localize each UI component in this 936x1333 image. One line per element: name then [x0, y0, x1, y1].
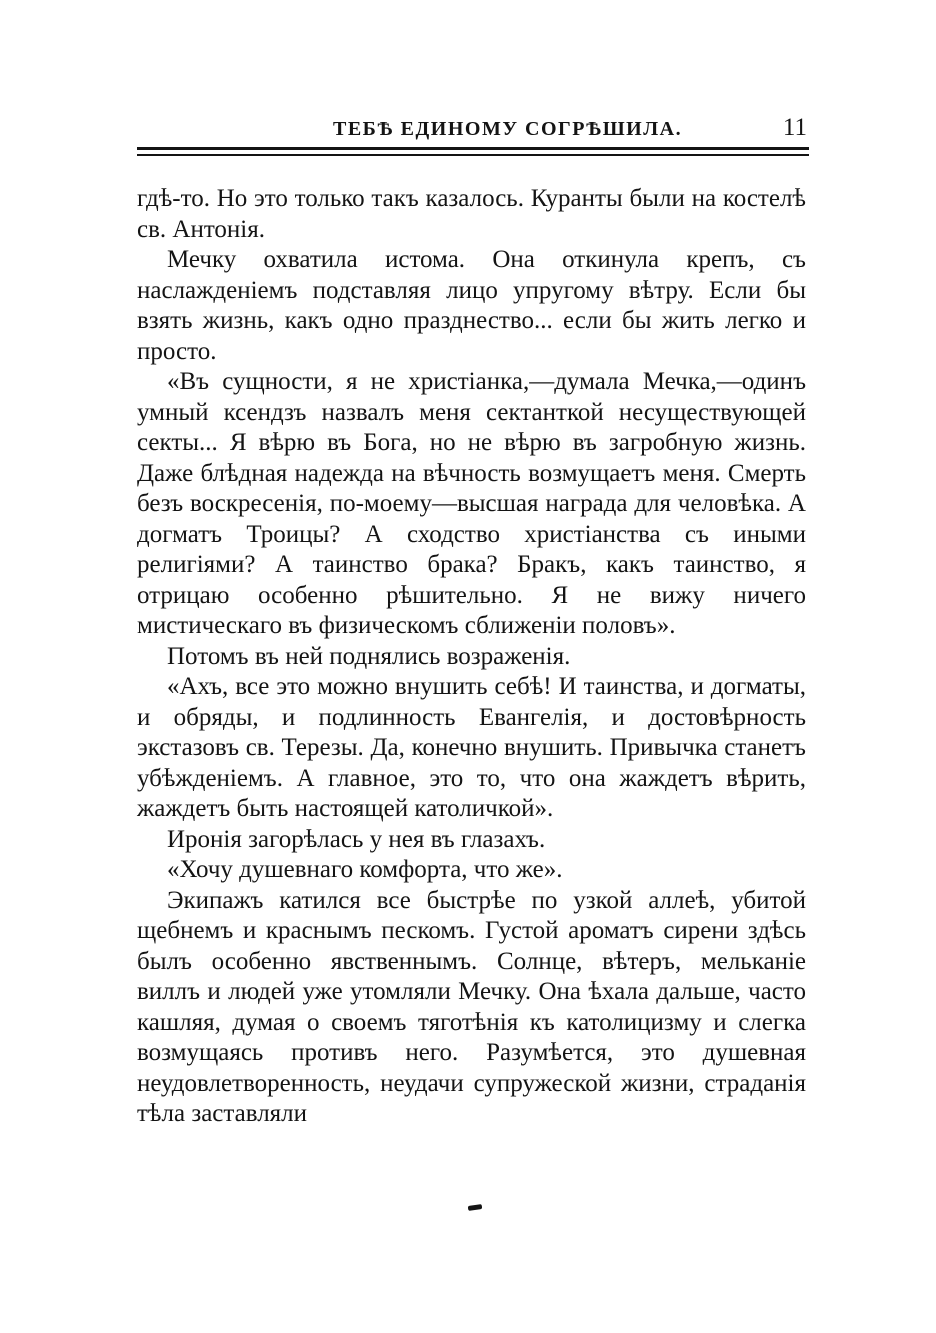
- paragraph: Экипажъ катился все быстрѣе по узкой аллеѣ, убитой щебнемъ и краснымъ пескомъ. Густой ароматъ сирени здѣсь былъ особенно явственнымъ. Солнце, вѣтеръ, мельканіе виллъ и людей уже утомляли Мечку. Она ѣхала дальше, часто кашляя, думая о своемъ тяготѣнія къ католицизму и слегка возмущаясь противъ него. Разумѣется, это душевная неудовлетворенность, неудачи супружеской жизни, страданія тѣла заставляли: [137, 886, 806, 1127]
- paragraph: «Въ сущности, я не христіанка,—думала Мечка,—одинъ умный ксендзъ назвалъ меня сектанткой несуществующей секты... Я вѣрю въ Бога, но не вѣрю въ загробную жизнь. Даже блѣдная надежда на вѣчность возмущаетъ меня. Смерть безъ воскресенія, по-моему—высшая награда для человѣка. А догматъ Троицы? А сходство христіанства съ иными религіями? А таинство брака? Бракъ, какъ таинство, я отрицаю особенно рѣшительно. Я не вижу ничего мистическаго въ физическомъ сближеніи половъ».: [137, 368, 806, 639]
- paragraph: Мечку охватила истома. Она откинула крепъ, съ наслажденіемъ подставляя лицо упругому вѣтру. Если бы взять жизнь, какъ одно празднество... если бы жить легко и просто.: [137, 246, 806, 365]
- page-header: [137, 114, 809, 144]
- paragraph: «Хочу душевнаго комфорта, что же».: [167, 856, 563, 883]
- paragraph: Иронія загорѣлась у нея въ глазахъ.: [167, 825, 546, 853]
- running-title: ТЕБѢ ЕДИНОМУ СОГРѢШИЛА.: [333, 118, 683, 140]
- page-number: 11: [782, 114, 807, 141]
- header-rule-thin: [137, 154, 809, 156]
- header-rule-thick: [137, 147, 809, 150]
- paragraph: Потомъ въ ней поднялись возраженія.: [167, 642, 571, 670]
- printer-mark: [468, 1204, 483, 1211]
- paragraph: «Ахъ, все это можно внушить себѣ! И таинства, и догматы, и обряды, и подлинность Евангелія, и достовѣрность экстазовъ св. Терезы. Да, конечно внушить. Привычка станетъ убѣжденіемъ. А главное, это то, что она жаждетъ вѣрить, жаждетъ быть настоящей католичкой».: [137, 673, 806, 822]
- page-body: [137, 184, 806, 1130]
- paragraph: гдѣ-то. Но это только такъ казалось. Куранты были на костелѣ св. Антонія.: [137, 185, 806, 243]
